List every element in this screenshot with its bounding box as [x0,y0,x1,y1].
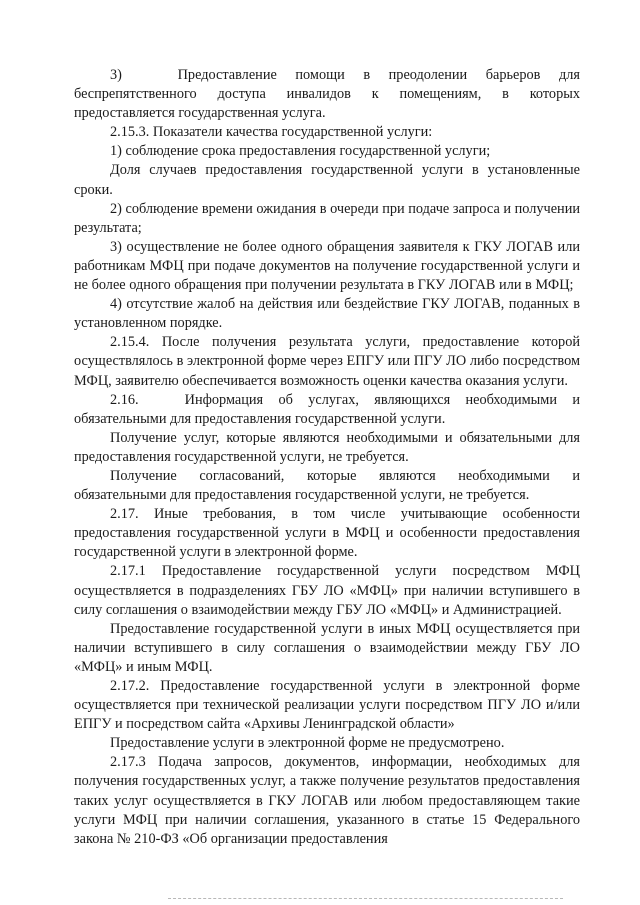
paragraph-2-17-heading: 2.17. Иные требования, в том числе учитывающие особенности предоставления государственной услуги в МФЦ и особенности предоставления государственной услуги в электронной форме. [74,506,580,561]
paragraph-2-17-3: 2.17.3 Подача запросов, документов, информации, необходимых для получения государственных услуг, а также получение результатов предоставления таких услуг осуществляется в ГКУ ЛОГАВ или любом предоставляющем такие услуги МФЦ при наличии соглашения, указанного в статье 15 Федерального закона № 210-ФЗ «Об организации предоставления [74,754,580,847]
paragraph-accessibility-assistance: 3) Предоставление помощи в преодолении барьеров для беспрепятственного доступа инвалидов к помещениям, в которых предоставляется государственная услуга. [74,67,580,122]
paragraph-quality-item-1: 1) соблюдение срока предоставления государственной услуги; [110,143,491,160]
paragraph-2-16-heading: 2.16. Информация об услугах, являющихся необходимыми и обязательными для предоставления государственной услуги. [74,391,580,427]
paragraph-quality-item-2: 2) соблюдение времени ожидания в очереди при подаче запроса и получении результата; [74,200,580,236]
paragraph-2-15-4: 2.15.4. После получения результата услуги, предоставление которой осуществлялось в электронной форме через ЕПГУ или ПГУ ЛО либо посредством МФЦ, заявителю обеспечивается возможность оценки качества оказания услуги. [74,334,580,389]
paragraph-2-17-1: 2.17.1 Предоставление государственной услуги посредством МФЦ осуществляется в подразделениях ГБУ ЛО «МФЦ» при наличии вступившего в силу соглашения о взаимодействии между ГБУ ЛО «МФЦ» и Администрацией. [74,563,580,618]
paragraph-approvals-not-required: Получение согласований, которые являются необходимыми и обязательными для предоставления государственной услуги, не требуется. [74,467,580,504]
paragraph-quality-item-4: 4) отсутствие жалоб на действия или бездействие ГКУ ЛОГАВ, поданных в установленном порядке. [74,296,580,332]
paragraph-other-mfc: Предоставление государственной услуги в иных МФЦ осуществляется при наличии вступившего в силу соглашения о взаимодействии между ГБУ ЛО «МФЦ» и иным МФЦ. [74,620,580,675]
paragraph-share-on-time: Доля случаев предоставления государственной услуги в установленные сроки. [74,162,580,198]
paragraph-2-15-3-heading: 2.15.3. Показатели качества государственной услуги: [110,124,433,141]
paragraph-electronic-not-provided: Предоставление услуги в электронной форме не предусмотрено. [110,735,505,752]
paragraph-quality-item-3: 3) осуществление не более одного обращения заявителя к ГКУ ЛОГАВ или работникам МФЦ при подаче документов на получение государственной услуги и не более одного обращения при получении результата в ГКУ ЛОГАВ или в МФЦ; [74,238,580,294]
paragraph-services-not-required: Получение услуг, которые являются необходимыми и обязательными для предоставления государственной услуги, не требуется. [74,429,580,465]
document-page [74,66,580,849]
paragraph-2-17-2: 2.17.2. Предоставление государственной услуги в электронной форме осуществляется при технической реализации услуги посредством ПГУ ЛО и/или ЕПГУ и посредством сайта «Архивы Ленинградской области» [74,678,580,733]
page-bottom-divider [168,898,563,900]
